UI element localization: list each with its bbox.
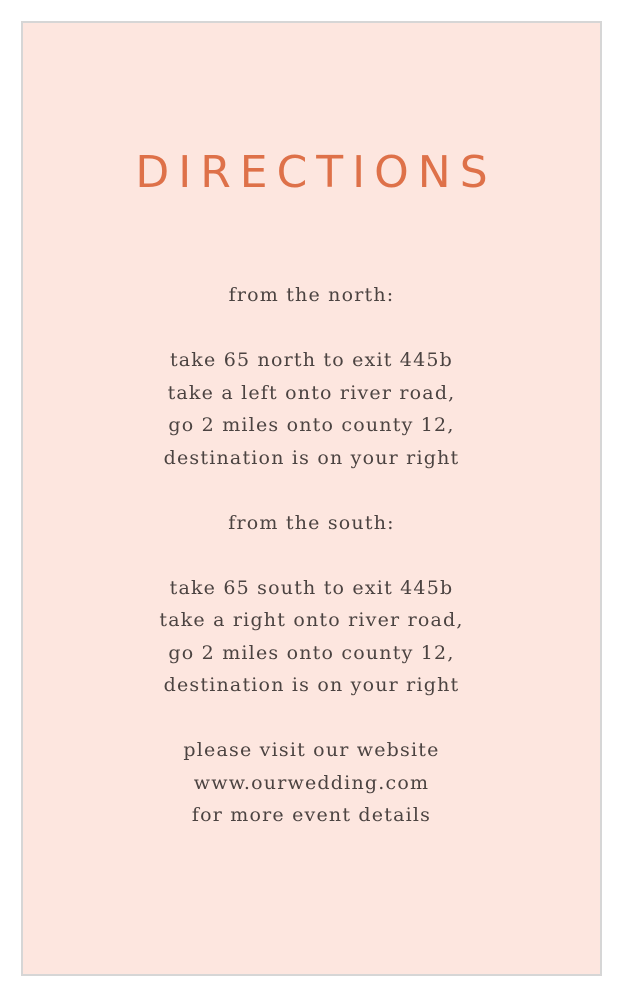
north-line-2: take a left onto river road, — [167, 381, 456, 404]
south-line-3: go 2 miles onto county 12, — [168, 641, 455, 664]
south-line-2: take a right onto river road, — [159, 609, 464, 631]
south-heading: from the south: — [228, 511, 395, 534]
spacer — [23, 474, 600, 507]
south-line-1: take 65 south to exit 445b — [169, 576, 454, 599]
spacer — [23, 312, 600, 345]
footer-line-1: please visit our website — [183, 739, 440, 761]
north-line-4: destination is on your right — [163, 446, 460, 469]
south-line-4: destination is on your right — [163, 674, 460, 696]
north-line-1: take 65 north to exit 445b — [169, 349, 454, 371]
spacer — [23, 702, 600, 735]
north-heading: from the north: — [228, 284, 395, 306]
footer-line-3: for more event details — [191, 804, 432, 826]
directions-card — [21, 21, 602, 976]
card-title: DIRECTIONS — [135, 147, 497, 198]
website-url: www.ourwedding.com — [193, 771, 430, 794]
north-line-3: go 2 miles onto county 12, — [168, 414, 455, 436]
directions-body — [23, 279, 600, 832]
spacer — [23, 539, 600, 572]
